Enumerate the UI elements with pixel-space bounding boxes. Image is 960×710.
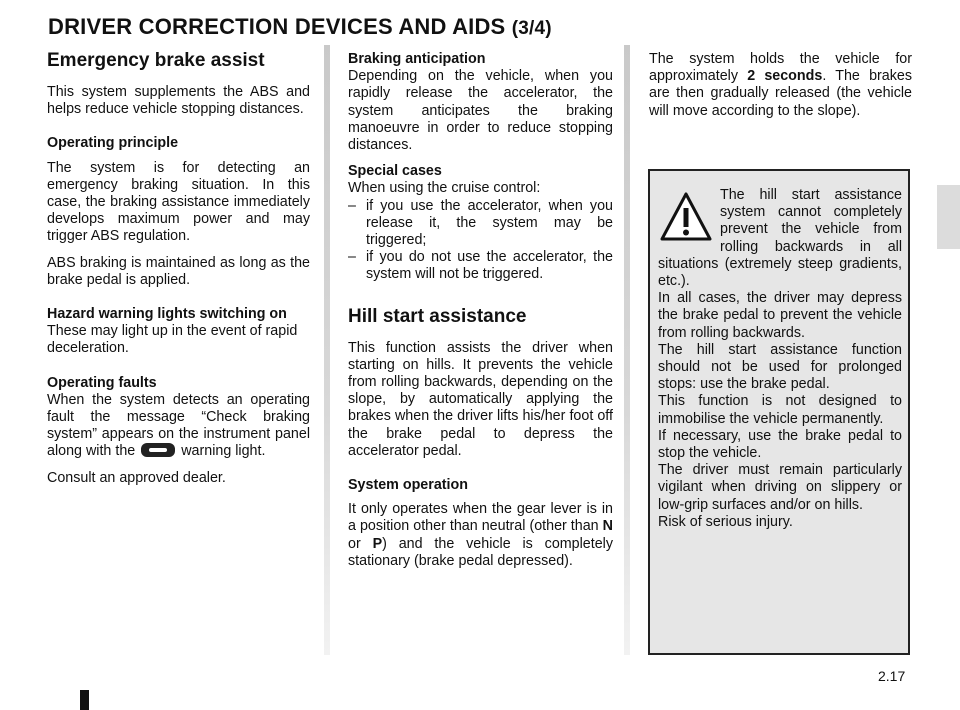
warning-line: This function is not designed to immobilise the vehicle permanently. — [658, 393, 902, 427]
section-tab — [937, 185, 960, 249]
operating-principle-paragraph: The system is for detecting an emergency braking situation. In this case, the braking assistance immediately develops maximum power and may trigger ABS regulation. — [47, 159, 310, 245]
column-emergency-brake-assist — [47, 50, 310, 496]
brake-warning-icon — [141, 443, 175, 457]
section-heading-emergency-brake-assist: Emergency brake assist — [47, 50, 265, 71]
special-cases-block — [348, 163, 613, 283]
column-divider — [324, 45, 330, 655]
page-title-text: DRIVER CORRECTION DEVICES AND AIDS — [48, 14, 506, 39]
hazard-lights-text: These may light up in the event of rapid deceleration. — [47, 323, 298, 357]
list-dash: – — [348, 197, 356, 214]
subheading-braking-anticipation: Braking anticipation — [348, 51, 486, 67]
subheading-operating-faults: Operating faults — [47, 374, 157, 391]
gear-neutral-label: N — [602, 518, 613, 535]
list-item-text: if you use the accelerator, when you release it, the system may be triggered; — [366, 197, 613, 249]
hold-duration-value: 2 seconds — [747, 68, 823, 85]
hold-text: The system holds the vehicle for approximately — [649, 51, 912, 85]
column-braking-anticipation — [348, 51, 613, 579]
list-item-text: if you do not use the accelerator, the system will not be triggered. — [366, 249, 613, 283]
list-dash: – — [348, 249, 356, 266]
warning-line: The hill start assistance system cannot completely prevent the vehicle from rolling backwards in all situations (extremely steep gradients, etc.). — [658, 187, 902, 290]
section-heading-hill-start-assistance: Hill start assistance — [348, 305, 527, 327]
subheading-hazard-lights: Hazard warning lights switching on — [47, 306, 287, 323]
operating-faults-text: When the system detects an operating fault the message “Check braking system” appears on the instrument panel along with the — [47, 391, 310, 460]
subheading-system-operation: System operation — [348, 477, 468, 494]
hill-start-paragraph: This function assists the driver when starting on hills. It prevents the vehicle from rolling backwards, depending on the slope, by automatically applying the brakes when the driver lifts his/her foot off the brake pedal to depress the accelerator pedal. — [348, 339, 613, 459]
warning-line: The hill start assistance function should not be used for prolonged stops: use the brake pedal. — [658, 341, 902, 393]
page-title-part: (3/4) — [511, 18, 552, 39]
special-cases-intro: When using the cruise control: — [348, 180, 541, 197]
warning-box — [648, 169, 910, 655]
warning-line: Risk of serious injury. — [658, 513, 793, 530]
column-hill-start-continued — [649, 51, 912, 129]
abs-paragraph: ABS braking is maintained as long as the brake pedal is applied. — [47, 254, 310, 288]
subheading-operating-principle: Operating principle — [47, 135, 179, 152]
operating-faults-block — [47, 375, 310, 461]
warning-line: The driver must remain particularly vigilant when driving on slippery or low-grip surfaces and/or on hills. — [658, 462, 902, 513]
gear-park-label: P — [372, 535, 383, 552]
warning-line: If necessary, use the brake pedal to stop the vehicle. — [658, 427, 902, 462]
system-operation-text: It only operates when the gear lever is in a position other than neutral (other than — [348, 501, 613, 535]
system-operation-text-end: ) and the vehicle is completely stationary (brake pedal depressed). — [348, 535, 614, 569]
column-divider — [624, 45, 630, 655]
warning-content — [658, 187, 902, 531]
hold-text-end: . The brakes are then gradually released (the vehicle will move according to the slope). — [649, 68, 912, 119]
page-number: 2.17 — [878, 668, 906, 684]
warning-triangle-icon — [660, 191, 712, 243]
braking-anticipation-text: Depending on the vehicle, when you rapidly release the accelerator, the system anticipates the braking manoeuvre in order to reduce stopping distances. — [348, 68, 613, 154]
list-item — [348, 249, 613, 283]
hazard-lights-block — [47, 306, 310, 358]
braking-anticipation-block — [348, 51, 613, 154]
page-title — [48, 14, 552, 40]
warning-line: In all cases, the driver may depress the brake pedal to prevent the vehicle from rolling backwards. — [658, 290, 902, 341]
hold-duration-paragraph — [649, 51, 912, 120]
intro-paragraph: This system supplements the ABS and helps reduce vehicle stopping distances. — [47, 84, 310, 118]
operating-faults-text-end: warning light. — [181, 443, 266, 460]
subheading-special-cases: Special cases — [348, 163, 442, 180]
system-operation-paragraph — [348, 501, 613, 570]
system-operation-or: or — [348, 535, 361, 552]
crop-mark — [80, 690, 89, 710]
list-item — [348, 198, 613, 250]
consult-dealer-text: Consult an approved dealer. — [47, 469, 226, 486]
